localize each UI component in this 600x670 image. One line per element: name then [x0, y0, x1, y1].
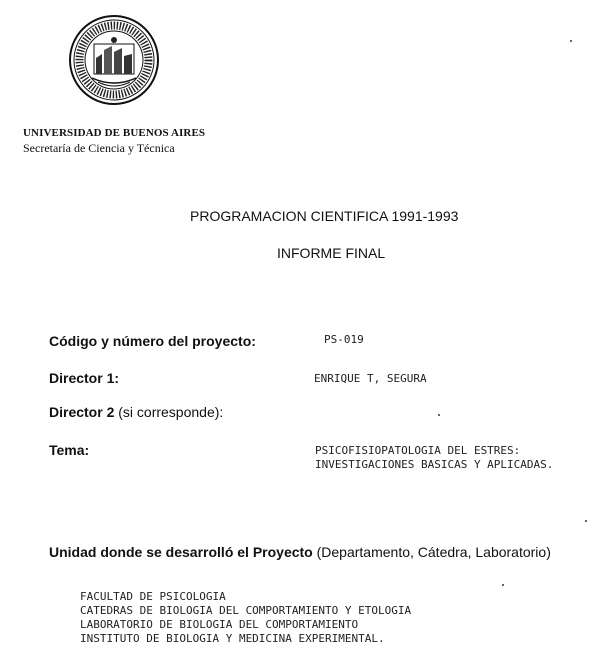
- scan-speck: [502, 584, 504, 586]
- codigo-label: Código y número del proyecto:: [49, 333, 256, 349]
- tema-label: Tema:: [49, 442, 90, 458]
- scan-speck: [585, 520, 587, 522]
- unidad-line: CATEDRAS DE BIOLOGIA DEL COMPORTAMIENTO Y ETOLOGIA: [80, 604, 412, 617]
- director1-value: ENRIQUE T, SEGURA: [314, 372, 427, 385]
- tema-line-1: PSICOFISIOPATOLOGIA DEL ESTRES:: [315, 444, 521, 457]
- unidad-line: FACULTAD DE PSICOLOGIA: [80, 590, 226, 603]
- director1-label: Director 1:: [49, 370, 120, 386]
- director2-label: Director 2 (si corresponde):: [49, 404, 224, 420]
- scan-speck: [570, 40, 572, 42]
- scan-speck: [438, 414, 440, 416]
- unidad-label: Unidad donde se desarrolló el Proyecto (Departamento, Cátedra, Laboratorio): [49, 544, 551, 560]
- unidad-line: LABORATORIO DE BIOLOGIA DEL COMPORTAMIENTO: [80, 618, 359, 631]
- document-subtitle: INFORME FINAL: [277, 245, 386, 261]
- unidad-list: [80, 590, 411, 646]
- codigo-value: PS-019: [324, 333, 364, 346]
- secretariat-name: Secretaría de Ciencia y Técnica: [23, 141, 175, 155]
- document-title: PROGRAMACION CIENTIFICA 1991-1993: [190, 208, 459, 224]
- tema-line-2: INVESTIGACIONES BASICAS Y APLICADAS.: [315, 458, 554, 471]
- university-name: UNIVERSIDAD DE BUENOS AIRES: [23, 127, 206, 139]
- university-seal-icon: [68, 14, 160, 106]
- unidad-line: INSTITUTO DE BIOLOGIA Y MEDICINA EXPERIMENTAL.: [80, 632, 385, 645]
